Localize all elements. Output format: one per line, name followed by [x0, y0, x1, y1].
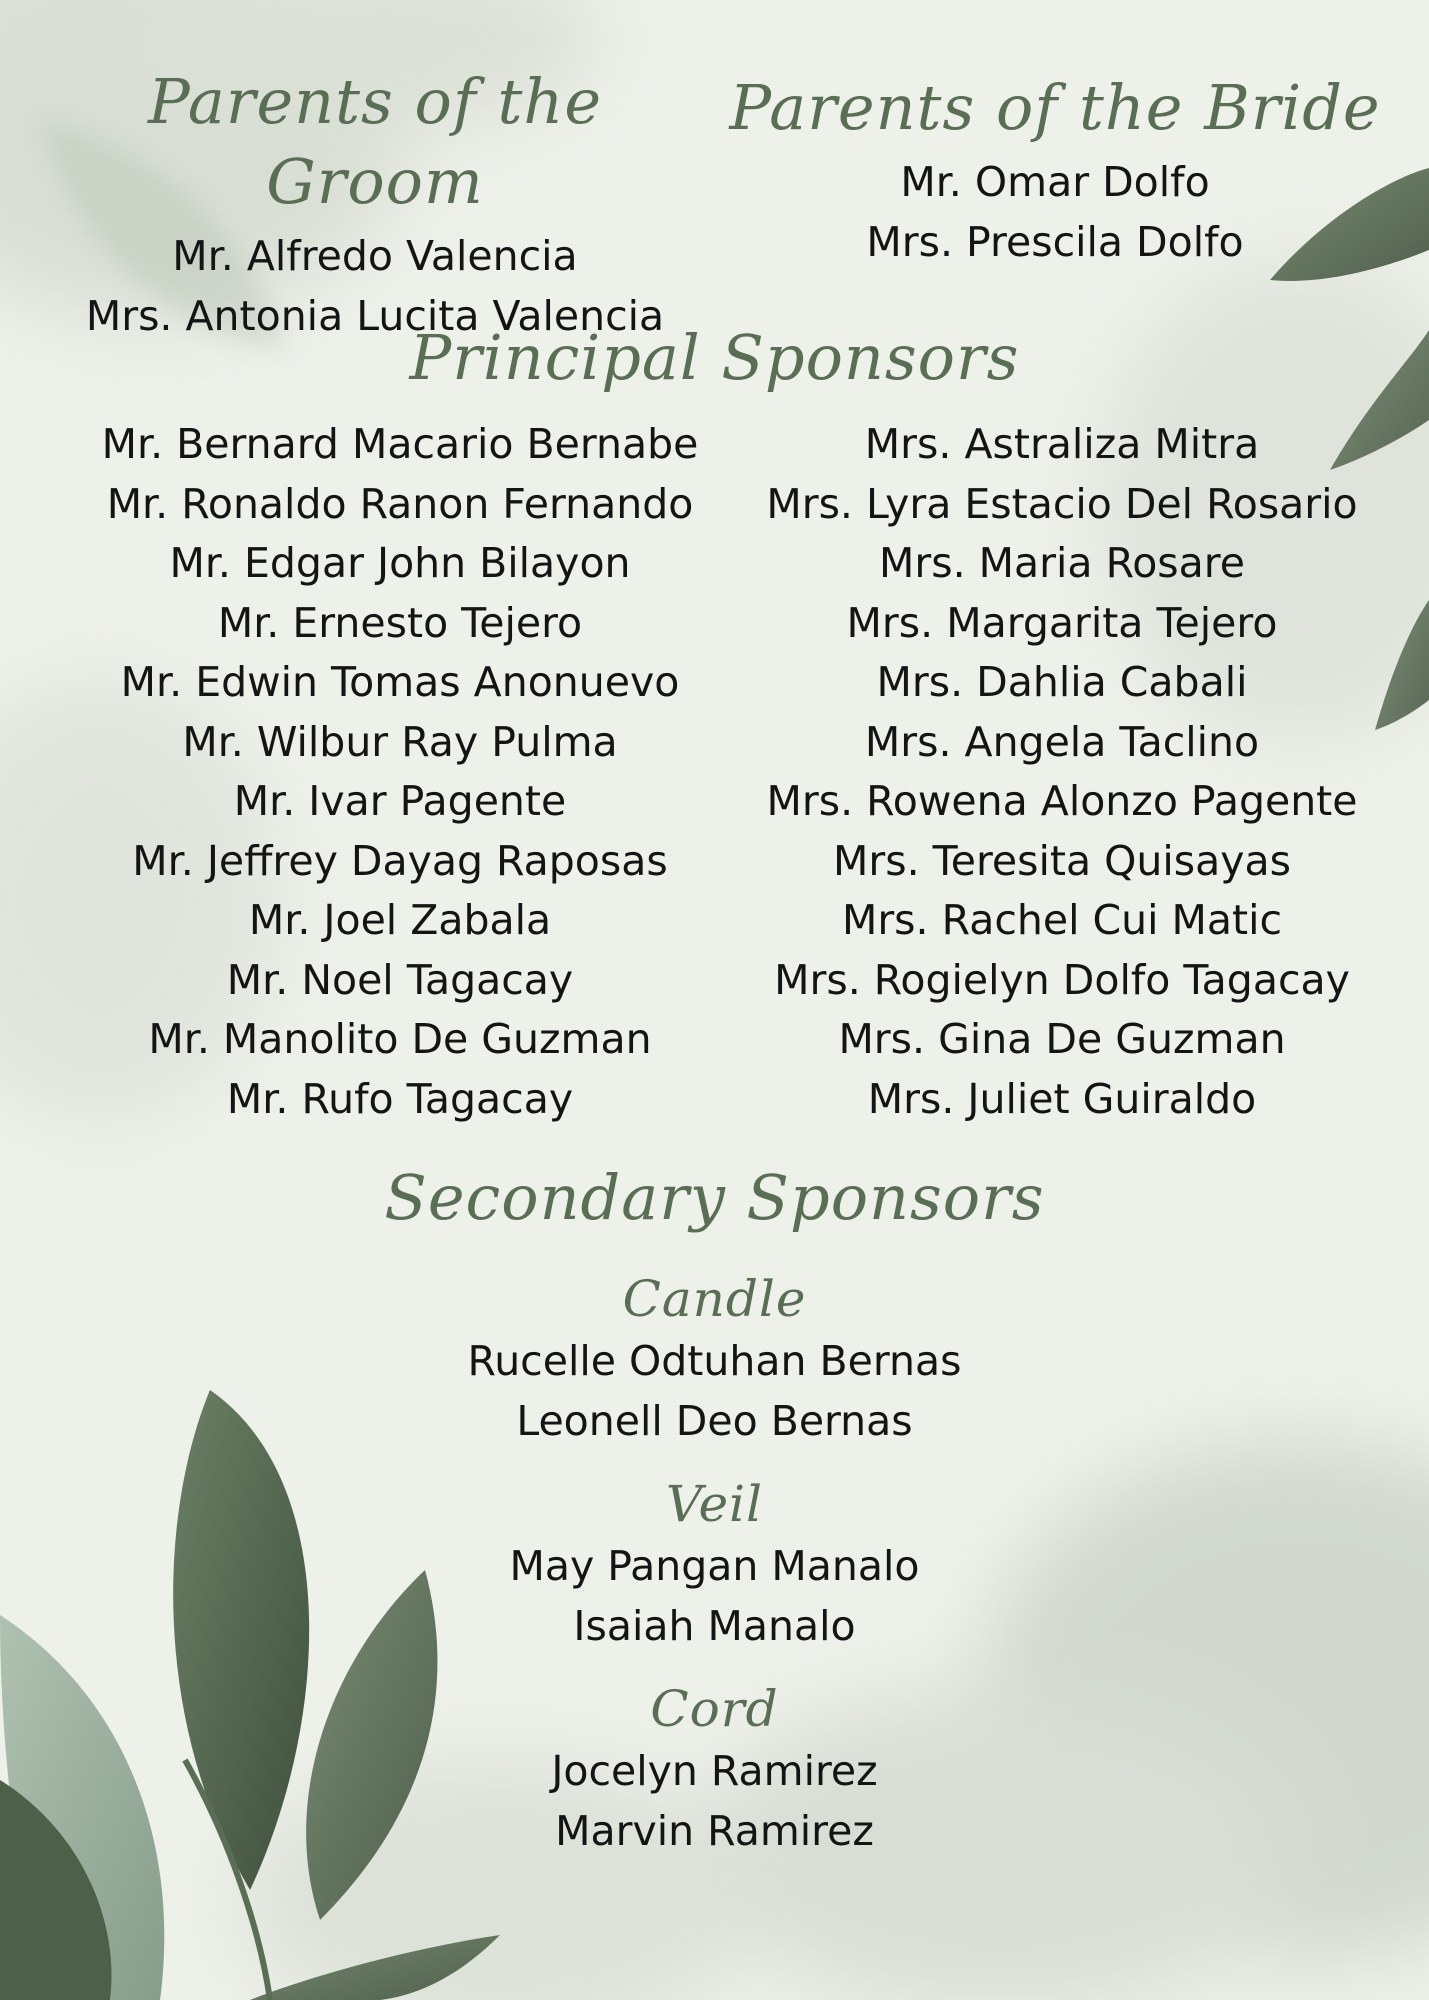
parents-bride-title: Parents of the Bride — [729, 71, 1381, 144]
principal-sponsor-name: Mr. Ivar Pagente — [233, 777, 567, 825]
principal-sponsor-name: Mrs. Rogielyn Dolfo Tagacay — [774, 955, 1350, 1004]
veil-sponsor-name: Isaiah Manalo — [573, 1601, 856, 1650]
principal-sponsor-name: Mrs. Angela Taclino — [864, 717, 1260, 766]
principal-sponsor-name: Mr. Manolito De Guzman — [148, 1015, 652, 1063]
principal-sponsor-name: Mr. Bernard Macario Bernabe — [101, 420, 699, 468]
parent-name: Mrs. Prescila Dolfo — [866, 217, 1244, 266]
principal-sponsor-name: Mr. Joel Zabala — [248, 896, 552, 944]
principal-sponsor-name: Mr. Ronaldo Ranon Fernando — [106, 479, 694, 528]
principal-sponsor-name: Mrs. Margarita Tejero — [846, 598, 1278, 647]
principal-sponsor-name: Mrs. Maria Rosare — [879, 539, 1245, 587]
principal-sponsor-name: Mr. Noel Tagacay — [226, 955, 574, 1004]
principal-sponsor-name: Mr. Ernesto Tejero — [217, 598, 583, 647]
principal-sponsor-name: Mr. Edwin Tomas Anonuevo — [120, 658, 680, 706]
candle-title: Candle — [622, 1270, 807, 1328]
principal-sponsors-women — [712, 415, 1412, 1129]
principal-sponsors-men — [50, 415, 750, 1129]
candle-sponsor-name: Rucelle Odtuhan Bernas — [467, 1337, 962, 1385]
principal-sponsor-name: Mrs. Rowena Alonzo Pagente — [766, 777, 1358, 825]
cord-sponsor-name: Marvin Ramirez — [555, 1806, 874, 1855]
parents-groom-title: Parents of the Groom — [147, 65, 603, 218]
secondary-sponsors-section — [0, 1158, 1429, 1861]
parents-groom-section — [40, 62, 710, 346]
cord-sponsor-name: Jocelyn Ramirez — [551, 1747, 878, 1795]
parent-name: Mr. Omar Dolfo — [900, 158, 1210, 206]
principal-sponsors-title: Principal Sponsors — [409, 321, 1020, 394]
candle-sponsor-name: Leonell Deo Bernas — [516, 1396, 913, 1445]
principal-sponsor-name: Mr. Wilbur Ray Pulma — [182, 717, 618, 766]
principal-sponsor-name: Mrs. Gina De Guzman — [838, 1015, 1286, 1063]
principal-sponsor-name: Mrs. Teresita Quisayas — [832, 836, 1291, 885]
parent-name: Mr. Alfredo Valencia — [172, 232, 578, 280]
veil-title: Veil — [665, 1475, 764, 1533]
principal-sponsor-name: Mr. Rufo Tagacay — [226, 1074, 574, 1123]
parents-bride-section — [720, 68, 1390, 272]
veil-sponsor-name: May Pangan Manalo — [509, 1542, 920, 1590]
principal-sponsors-header — [0, 318, 1429, 398]
parent-name: Mrs. Antonia Lucita Valencia — [85, 291, 665, 340]
cord-title: Cord — [650, 1680, 779, 1738]
principal-sponsor-name: Mrs. Juliet Guiraldo — [867, 1074, 1257, 1123]
principal-sponsor-name: Mrs. Rachel Cui Matic — [841, 896, 1283, 944]
principal-sponsor-name: Mr. Jeffrey Dayag Raposas — [132, 836, 668, 885]
principal-sponsor-name: Mrs. Astraliza Mitra — [864, 420, 1260, 468]
secondary-sponsors-title: Secondary Sponsors — [384, 1161, 1045, 1234]
principal-sponsor-name: Mrs. Lyra Estacio Del Rosario — [766, 479, 1358, 528]
principal-sponsor-name: Mr. Edgar John Bilayon — [169, 539, 631, 587]
principal-sponsor-name: Mrs. Dahlia Cabali — [876, 658, 1248, 706]
